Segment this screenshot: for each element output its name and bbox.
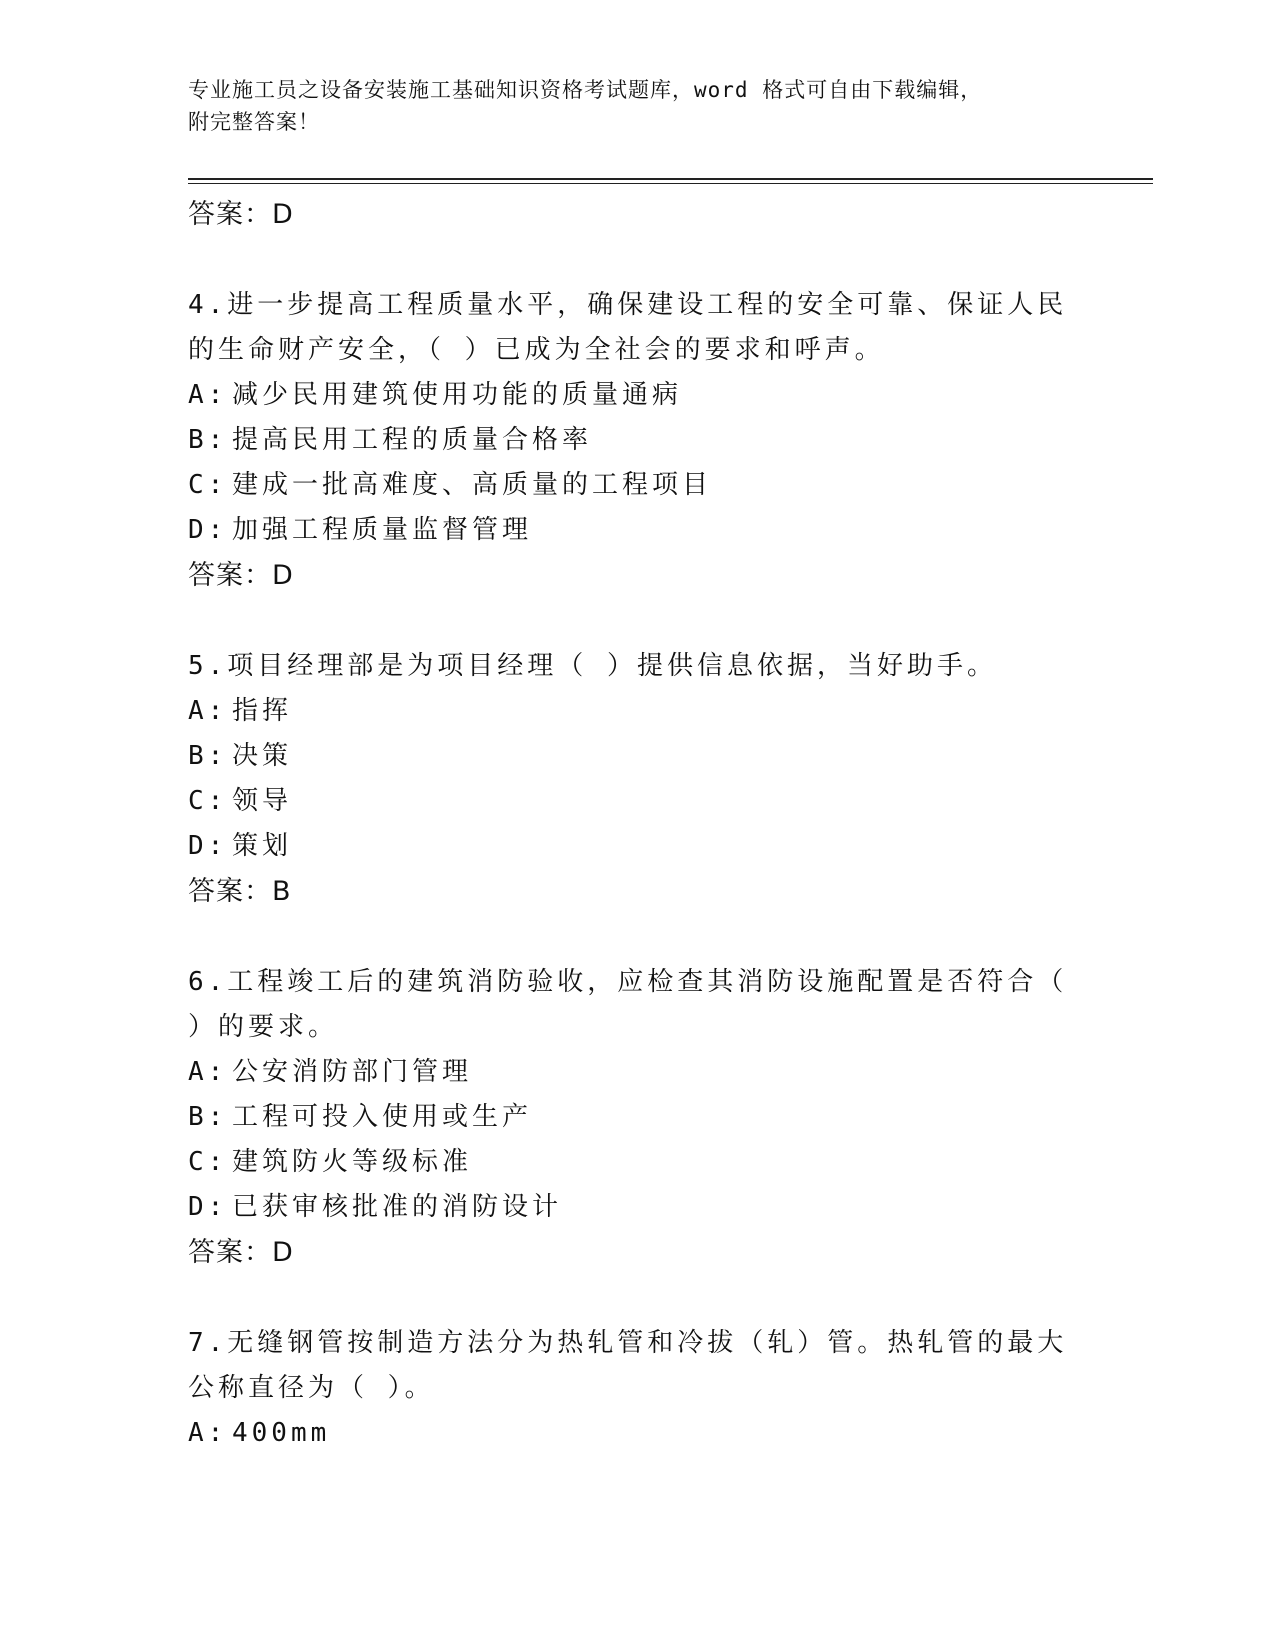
option-letter: C:	[188, 470, 228, 500]
option-text: 公安消防部门管理	[232, 1057, 473, 1087]
option-letter: D:	[188, 1192, 228, 1222]
option-text: 策划	[232, 831, 293, 861]
option-letter: A:	[188, 380, 228, 410]
option-letter: B:	[188, 741, 228, 771]
option-a	[188, 373, 1068, 418]
option-text: 建成一批高难度、高质量的工程项目	[232, 470, 713, 500]
option-text: 加强工程质量监督管理	[232, 515, 533, 545]
option-d	[188, 824, 1068, 869]
option-c	[188, 779, 1068, 824]
option-c	[188, 463, 1068, 508]
answer-line: 答案：D	[188, 560, 294, 591]
option-text: 领导	[232, 786, 293, 816]
document-header	[188, 74, 1068, 138]
option-letter: D:	[188, 831, 228, 861]
question-6	[188, 960, 1068, 1275]
question-text: 7.无缝钢管按制造方法分为热轧管和冷拔（轧）管。热轧管的最大公称直径为（ ）。	[188, 1328, 1068, 1403]
answer-line: 答案：D	[188, 1237, 294, 1268]
option-letter: A:	[188, 1057, 228, 1087]
option-letter: A:	[188, 696, 228, 726]
option-letter: C:	[188, 786, 228, 816]
option-b	[188, 734, 1068, 779]
option-d	[188, 508, 1068, 553]
option-letter: B:	[188, 1102, 228, 1132]
header-line-1: 专业施工员之设备安装施工基础知识资格考试题库，word 格式可自由下载编辑，	[188, 78, 983, 102]
option-text: 工程可投入使用或生产	[232, 1102, 533, 1132]
document-body	[188, 192, 1068, 1456]
answer-line: 答案：D	[188, 199, 294, 230]
option-letter: B:	[188, 425, 228, 455]
question-text: 5.项目经理部是为项目经理（ ）提供信息依据，当好助手。	[188, 651, 997, 681]
option-b	[188, 418, 1068, 463]
option-text: 已获审核批准的消防设计	[232, 1192, 563, 1222]
option-a	[188, 1411, 1068, 1456]
header-divider	[188, 178, 1153, 180]
question-5	[188, 644, 1068, 914]
option-letter: C:	[188, 1147, 228, 1177]
option-c	[188, 1140, 1068, 1185]
option-letter: A:	[188, 1418, 228, 1448]
option-d	[188, 1185, 1068, 1230]
question-7	[188, 1321, 1068, 1456]
option-text: 指挥	[232, 696, 293, 726]
question-4	[188, 283, 1068, 598]
option-letter: D:	[188, 515, 228, 545]
option-b	[188, 1095, 1068, 1140]
header-divider-thin	[188, 183, 1153, 184]
option-text: 建筑防火等级标准	[232, 1147, 473, 1177]
option-text: 400mm	[232, 1418, 331, 1448]
header-line-2: 附完整答案！	[188, 110, 320, 134]
option-text: 提高民用工程的质量合格率	[232, 425, 593, 455]
option-a	[188, 689, 1068, 734]
answer-line: 答案：B	[188, 876, 292, 907]
question-text: 6.工程竣工后的建筑消防验收，应检查其消防设施配置是否符合（ ）的要求。	[188, 967, 1068, 1042]
option-text: 减少民用建筑使用功能的质量通病	[232, 380, 683, 410]
option-a	[188, 1050, 1068, 1095]
option-text: 决策	[232, 741, 293, 771]
question-text: 4.进一步提高工程质量水平，确保建设工程的安全可靠、保证人民的生命财产安全，（ ）已成为全社会的要求和呼声。	[188, 290, 1068, 365]
